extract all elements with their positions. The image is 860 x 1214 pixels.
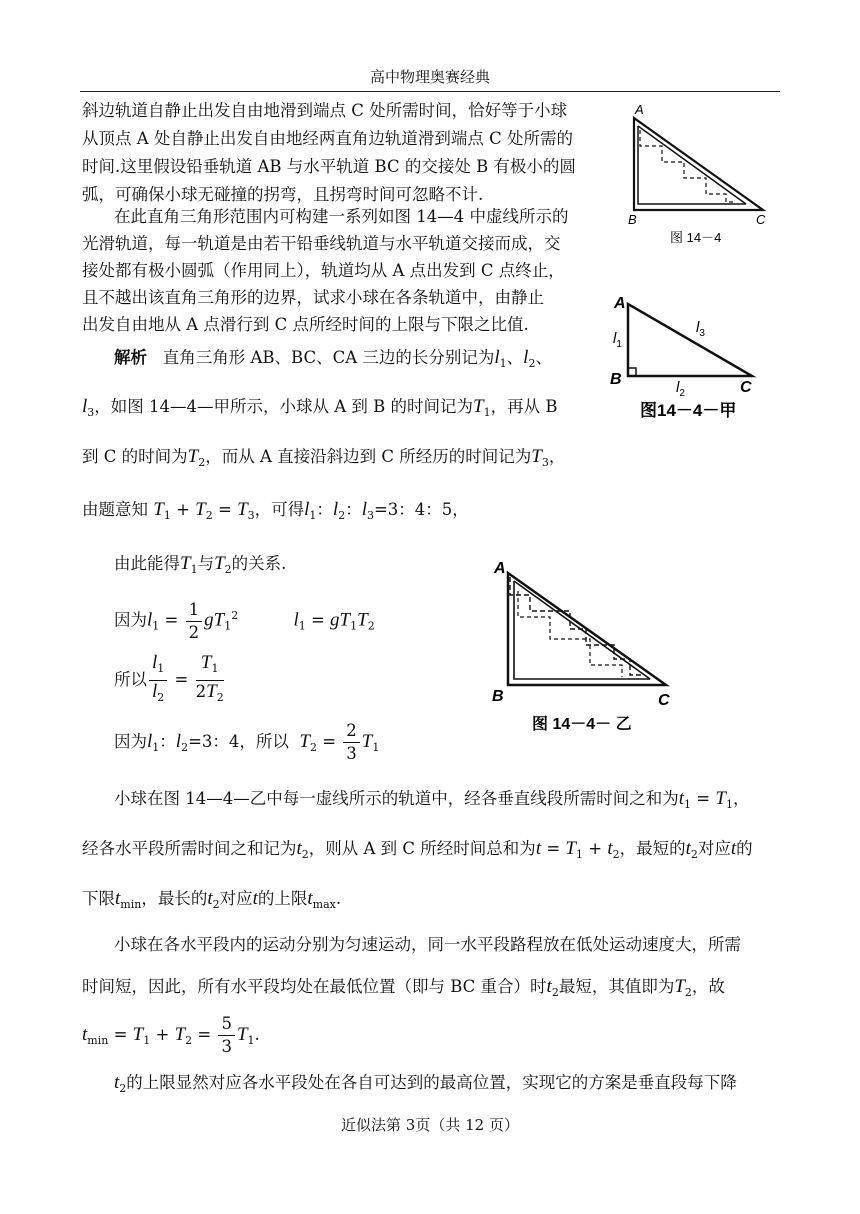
solution-line-5: 由此能得$T_1$与$T_2$的关系. (114, 553, 287, 576)
solution-line-9: 小球在图 14—4—乙中每一虚线所示的轨道中，经各垂直线段所需时间之和为$t_1 = T_1$， (114, 788, 750, 811)
label-b: B (610, 371, 622, 388)
outer-triangle (508, 573, 666, 685)
figure-caption: 图14－4－甲 (640, 401, 737, 420)
solution-line-11: 下限$t_{min}$，最长的$t_2$对应t的上限$t_{max}$. (82, 888, 342, 911)
label-b: B (628, 212, 637, 227)
outer-triangle (634, 118, 763, 210)
page-footer: 近似法第 3页（共 12 页） (341, 1116, 519, 1134)
solution-line-4: 由题意知 $T_1 + T_2 = T_3$，可得$l_1$：$l_2$：$l_3=3$：4：5， (82, 499, 469, 522)
solution-line-13: 时间短，因此，所有水平段均处在最低位置（即与 BC 重合）时$t_2$最短，其值即为$T_2$，故 (82, 976, 725, 999)
label-b: B (492, 688, 504, 705)
figure-14-4-yi (490, 555, 670, 740)
label-l2: $l_2$ (676, 379, 685, 399)
label-a: A (635, 102, 644, 117)
solution-line-12: 小球在各水平段内的运动分别为匀速运动，同一水平段路程放在低处运动速度大，所需 (114, 935, 741, 954)
text-line: 弧，可确保小球无碰撞的拐弯，且拐弯时间可忽略不计. (82, 185, 484, 204)
text-line: 从顶点 A 处自静止出发自由地经两直角边轨道滑到端点 C 处所需的 (82, 129, 574, 148)
dashed-track (640, 130, 736, 202)
text-line: 接处都有极小圆弧（作用同上），轨道均从 A 点出发到 C 点终止， (82, 261, 565, 280)
label-c: C (658, 692, 670, 709)
equation-3: 因为$l_1$：$l_2=3$：4，所以 $T_2$ = $\frac{2}{3}$ $T_1$ (114, 721, 380, 763)
label-c: C (756, 212, 766, 227)
text-line: 时间.这里假设铅垂轨道 AB 与水平轨道 BC 的交接处 B 有极小的圆 (82, 157, 576, 176)
figure-14-4-jia (604, 288, 784, 433)
label-a: A (614, 295, 626, 312)
text-line: 且不越出该直角三角形的边界，试求小球在各条轨道中，由静止 (82, 288, 544, 307)
equation-2: 所以 $\frac{l_1}{l_2}$ = $\frac{T_1}{2T_2}$ (114, 652, 224, 704)
solution-line-1: 解析 直角三角形 AB、BC、CA 三边的长分别记为$l_1$、$l_2$、 (114, 347, 552, 370)
label-l1: $l_1$ (613, 330, 622, 350)
running-header: 高中物理奥赛经典 (369, 68, 490, 86)
solution-line-3: 到 C 的时间为$T_2$，而从 A 直接沿斜边到 C 所经历的时间记为$T_3$， (82, 446, 566, 469)
figure-14-4 (608, 100, 783, 250)
equation-4: $t_{min} = T_1 + T_2$ = $\frac{5}{3}$ $T_1$. (82, 1014, 260, 1056)
text-line: 出发自由地从 A 点滑行到 C 点所经时间的上限与下限之比值. (82, 315, 529, 334)
text-line: 斜边轨道自静止出发自由地滑到端点 C 处所需时间，恰好等于小球 (82, 101, 568, 120)
text-line: 光滑轨道，每一轨道是由若干铅垂线轨道与水平轨道交接而成，交 (82, 234, 561, 253)
equation-1: 因为$l_1$ = $\frac{1}{2}$ $gT_1^2$ $l_1 = gT_1T_2$ (114, 599, 375, 642)
text-line: 在此直角三角形范围内可构建一系列如图 14—4 中虚线所示的 (114, 207, 569, 226)
solution-line-10: 经各水平段所需时间之和记为$t_2$，则从 A 到 C 所经时间总和为$t = T_1 + t_2$，最短的$t_2$对应t的 (82, 838, 753, 861)
label-l3: $l_3$ (696, 319, 705, 339)
solution-line-15: $t_2$的上限显然对应各水平段处在各自可达到的最高位置，实现它的方案是垂直段每下降 (114, 1072, 737, 1095)
solution-label: 解析 (114, 348, 147, 367)
solution-line-2: $l_3$，如图 14—4—甲所示，小球从 A 到 B 的时间记为$T_1$，再从 B (82, 396, 558, 419)
figure-caption: 图 14－4－ 乙 (532, 716, 632, 733)
header-rule (80, 91, 780, 92)
figure-caption: 图 14－4 (670, 230, 722, 245)
right-triangle (628, 304, 752, 376)
label-a: A (494, 560, 506, 577)
label-c: C (740, 379, 752, 396)
